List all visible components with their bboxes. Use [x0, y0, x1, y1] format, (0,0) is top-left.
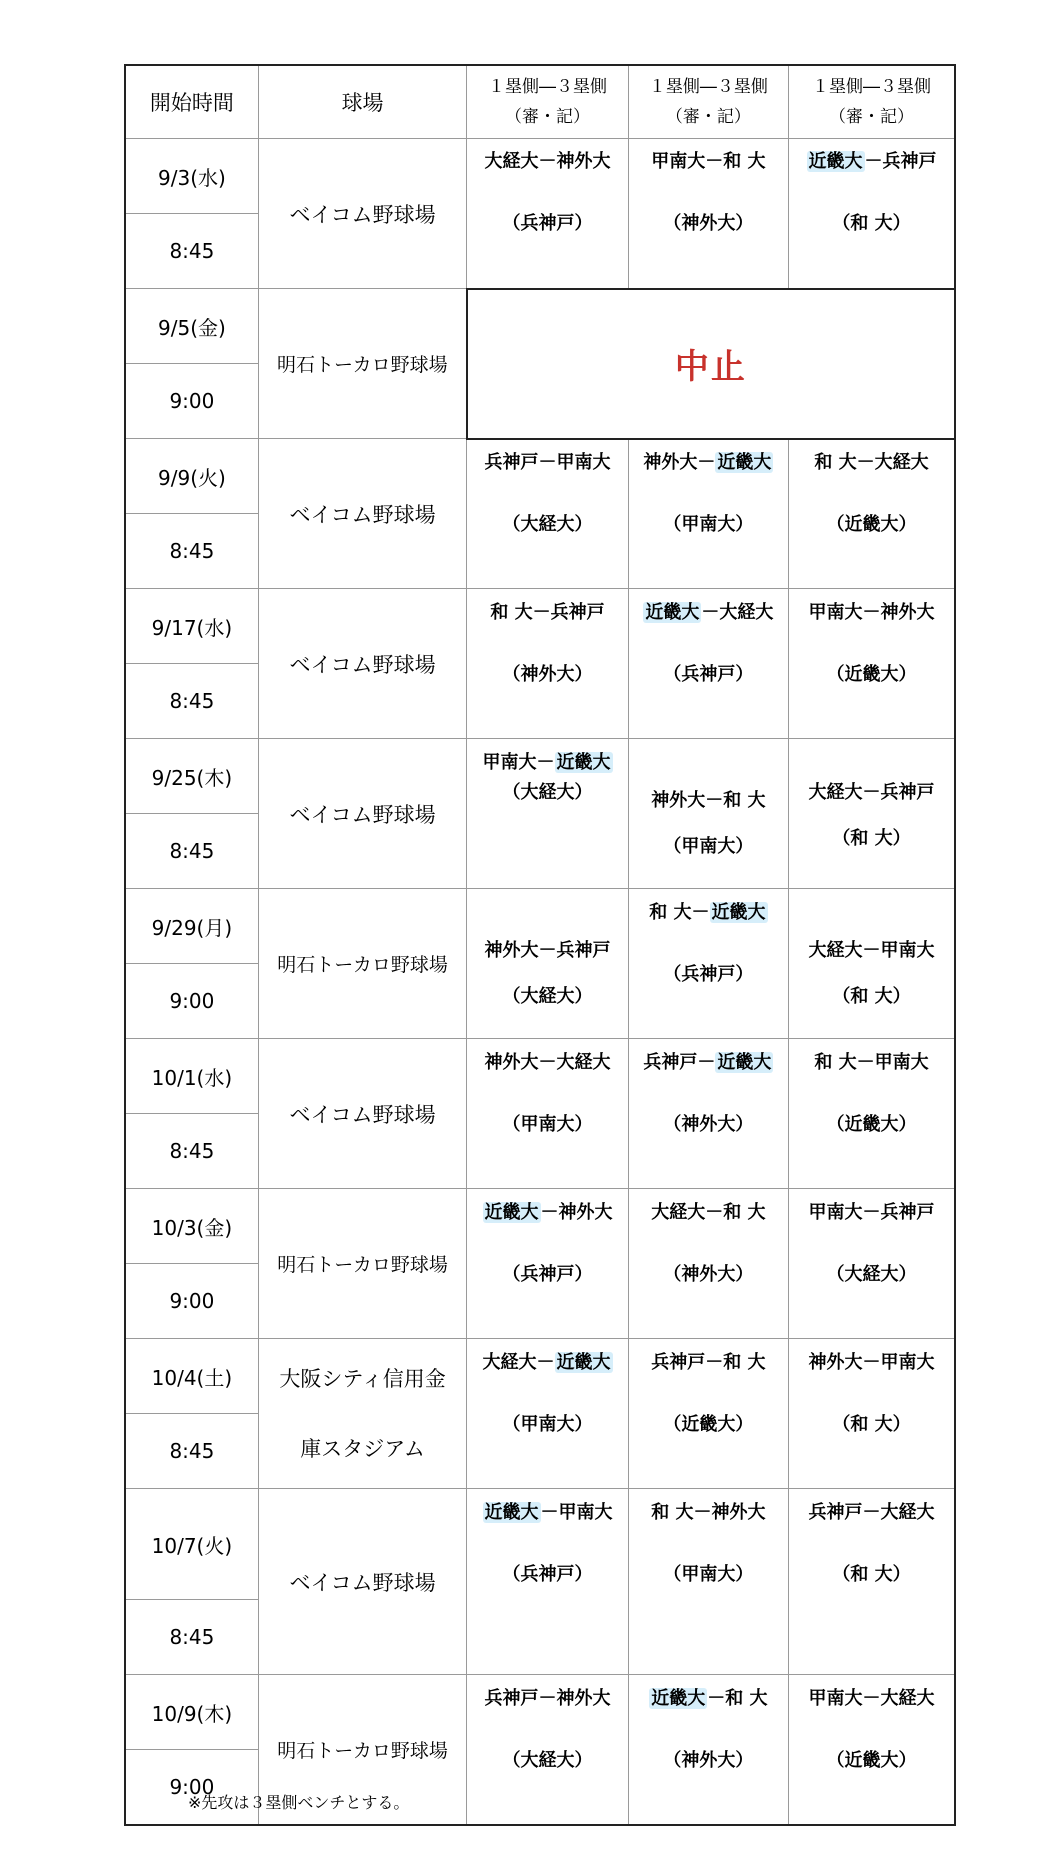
venue-line: 庫スタジアム	[300, 1436, 425, 1461]
venue-cell: ベイコム野球場	[258, 439, 467, 589]
game-cell	[789, 1489, 955, 1675]
matchup: 大経大－和 大	[651, 1201, 766, 1223]
highlighted-team: 近畿大	[711, 901, 766, 923]
matchup: 和 大－甲南大	[814, 1051, 929, 1073]
umpire-team: （近畿大）	[826, 1113, 917, 1135]
matchup-text: 大経大－	[482, 1351, 555, 1373]
game-cell	[628, 439, 788, 589]
matchup: 大経大－神外大	[484, 151, 611, 173]
header-game-2: １塁側―３塁側 （審・記）	[628, 65, 788, 139]
umpire-team: （兵神戸）	[663, 663, 754, 685]
date-cell: 10/7(火)	[125, 1489, 258, 1600]
umpire-team: （近畿大）	[663, 1413, 754, 1435]
matchup: 甲南大－大経大	[808, 1687, 935, 1709]
matchup: 神外大－甲南大	[808, 1351, 935, 1373]
highlighted-team: 近畿大	[808, 151, 863, 173]
matchup-text: －大経大	[701, 601, 774, 623]
schedule-table	[124, 64, 956, 1826]
highlighted-team: 近畿大	[645, 601, 700, 623]
header-game-1: １塁側―３塁側 （審・記）	[467, 65, 628, 139]
matchup: 兵神戸－和 大	[651, 1351, 766, 1373]
schedule-row	[125, 139, 955, 214]
venue-cell: 明石トーカロ野球場	[258, 1675, 467, 1826]
game-cell	[628, 139, 788, 289]
matchup: 神外大－兵神戸	[484, 939, 611, 961]
header-row	[125, 65, 955, 139]
time-cell: 8:45	[125, 1600, 258, 1675]
highlighted-team: 近畿大	[556, 1351, 611, 1373]
matchup-text: 甲南大－	[482, 751, 555, 773]
highlighted-team: 近畿大	[717, 451, 772, 473]
date-cell: 9/9(火)	[125, 439, 258, 514]
date-cell: 9/29(月)	[125, 889, 258, 964]
matchup: 和 大－大経大	[814, 451, 929, 473]
game-cell	[628, 1039, 788, 1189]
venue-cell: ベイコム野球場	[258, 139, 467, 289]
game-cell	[467, 439, 628, 589]
game-cell	[467, 1189, 628, 1339]
umpire-team: （兵神戸）	[502, 213, 593, 235]
schedule-row	[125, 1339, 955, 1414]
matchup: 兵神戸－神外大	[484, 1687, 611, 1709]
header-game-3: １塁側―３塁側 （審・記）	[789, 65, 955, 139]
game-cell	[789, 1675, 955, 1826]
footnote: ※先攻は３塁側ベンチとする。	[188, 1793, 410, 1812]
date-cell: 10/1(水)	[125, 1039, 258, 1114]
highlighted-team: 近畿大	[717, 1051, 772, 1073]
highlighted-team: 近畿大	[556, 751, 611, 773]
matchup-text: －甲南大	[540, 1501, 613, 1523]
highlighted-team: 近畿大	[484, 1201, 539, 1223]
time-cell: 8:45	[125, 1114, 258, 1189]
schedule-row	[125, 1039, 955, 1114]
game-cell	[628, 889, 788, 1039]
matchup	[467, 1348, 627, 1378]
umpire-team: （大経大）	[502, 985, 593, 1007]
umpire-team: （大経大）	[502, 781, 593, 803]
time-cell: 9:00	[125, 1750, 258, 1826]
umpire-team: （近畿大）	[826, 513, 917, 535]
umpire-team: （甲南大）	[502, 1113, 593, 1135]
umpire-team: （神外大）	[663, 1113, 754, 1135]
venue-cell	[258, 1339, 467, 1489]
venue-line: 大阪シティ信用金	[279, 1366, 446, 1391]
matchup-text: －和 大	[707, 1687, 768, 1709]
cancelled-label: 中止	[674, 347, 747, 387]
umpire-team: （和 大）	[832, 1563, 911, 1585]
umpire-team: （和 大）	[832, 985, 911, 1007]
game-cell	[789, 139, 955, 289]
date-cell: 9/17(水)	[125, 589, 258, 664]
umpire-team: （兵神戸）	[502, 1563, 593, 1585]
date-cell: 9/25(木)	[125, 739, 258, 814]
schedule-body	[125, 139, 955, 1826]
umpire-team: （甲南大）	[663, 513, 754, 535]
date-cell: 9/5(金)	[125, 289, 258, 364]
matchup-text: －神外大	[540, 1201, 613, 1223]
umpire-team: （神外大）	[663, 213, 754, 235]
date-cell: 9/3(水)	[125, 139, 258, 214]
game-cell	[628, 1189, 788, 1339]
umpire-team: （兵神戸）	[502, 1263, 593, 1285]
matchup: 甲南大－神外大	[808, 601, 935, 623]
umpire-team: （神外大）	[502, 663, 593, 685]
umpire-team: （大経大）	[502, 513, 593, 535]
game-cell	[789, 1339, 955, 1489]
matchup	[629, 1684, 788, 1714]
venue-cell: ベイコム野球場	[258, 589, 467, 739]
schedule-row	[125, 589, 955, 664]
game-cell	[789, 889, 955, 1039]
umpire-team: （和 大）	[832, 213, 911, 235]
game-cell	[789, 1039, 955, 1189]
game-cell	[789, 1189, 955, 1339]
umpire-team: （近畿大）	[826, 663, 917, 685]
matchup: 大経大－兵神戸	[808, 781, 935, 803]
matchup: 神外大－和 大	[651, 789, 766, 811]
game-cell	[628, 1489, 788, 1675]
date-cell: 10/4(土)	[125, 1339, 258, 1414]
umpire-team: （大経大）	[826, 1263, 917, 1285]
game-cell	[467, 1339, 628, 1489]
game-cell	[628, 1339, 788, 1489]
venue-cell: 明石トーカロ野球場	[258, 889, 467, 1039]
game-cell	[467, 1489, 628, 1675]
matchup: 和 大－兵神戸	[490, 601, 605, 623]
matchup: 甲南大－和 大	[651, 151, 766, 173]
game-cell	[789, 439, 955, 589]
matchup-text: 和 大－	[649, 901, 710, 923]
time-cell: 8:45	[125, 1414, 258, 1489]
matchup	[467, 1198, 627, 1228]
venue-cell: ベイコム野球場	[258, 739, 467, 889]
matchup	[467, 748, 627, 778]
schedule-row	[125, 889, 955, 964]
time-cell: 8:45	[125, 514, 258, 589]
game-cell	[628, 1675, 788, 1826]
time-cell: 8:45	[125, 214, 258, 289]
game-cell	[467, 589, 628, 739]
umpire-team: （和 大）	[832, 827, 911, 849]
matchup: 神外大－大経大	[484, 1051, 611, 1073]
game-cell	[467, 889, 628, 1039]
matchup	[629, 598, 788, 628]
matchup	[629, 448, 788, 478]
highlighted-team: 近畿大	[484, 1501, 539, 1523]
game-cell	[789, 589, 955, 739]
venue-cell: ベイコム野球場	[258, 1039, 467, 1189]
schedule-row	[125, 739, 955, 814]
date-cell: 10/3(金)	[125, 1189, 258, 1264]
game-cell	[789, 739, 955, 889]
matchup	[467, 1498, 627, 1528]
date-cell: 10/9(木)	[125, 1675, 258, 1750]
umpire-team: （神外大）	[663, 1263, 754, 1285]
matchup	[629, 898, 788, 928]
schedule-row	[125, 289, 955, 364]
time-cell: 8:45	[125, 814, 258, 889]
venue-cell: 明石トーカロ野球場	[258, 289, 467, 439]
matchup: 甲南大－兵神戸	[808, 1201, 935, 1223]
game-cell	[467, 139, 628, 289]
umpire-team: （甲南大）	[502, 1413, 593, 1435]
schedule-row	[125, 439, 955, 514]
umpire-team: （神外大）	[663, 1749, 754, 1771]
matchup	[629, 1048, 788, 1078]
schedule-row	[125, 1675, 955, 1750]
umpire-team: （兵神戸）	[663, 963, 754, 985]
game-cell	[628, 589, 788, 739]
game-cell	[628, 739, 788, 889]
umpire-team: （甲南大）	[663, 1563, 754, 1585]
matchup: 和 大－神外大	[651, 1501, 766, 1523]
cancelled-cell	[467, 289, 955, 439]
time-cell: 9:00	[125, 364, 258, 439]
header-venue: 球場	[258, 65, 467, 139]
matchup-text: 兵神戸－	[643, 1051, 716, 1073]
schedule-row	[125, 1189, 955, 1264]
umpire-team: （和 大）	[832, 1413, 911, 1435]
header-time: 開始時間	[125, 65, 258, 139]
matchup: 兵神戸－大経大	[808, 1501, 935, 1523]
game-cell	[467, 1039, 628, 1189]
highlighted-team: 近畿大	[651, 1687, 706, 1709]
time-cell: 8:45	[125, 664, 258, 739]
schedule-row	[125, 1489, 955, 1600]
time-cell: 9:00	[125, 1264, 258, 1339]
matchup: 兵神戸－甲南大	[484, 451, 611, 473]
time-cell: 9:00	[125, 964, 258, 1039]
matchup-text: －兵神戸	[864, 151, 937, 173]
matchup-text: 神外大－	[643, 451, 716, 473]
umpire-team: （甲南大）	[663, 835, 754, 857]
matchup: 大経大－甲南大	[808, 939, 935, 961]
umpire-team: （大経大）	[502, 1749, 593, 1771]
umpire-team: （近畿大）	[826, 1749, 917, 1771]
game-cell	[467, 1675, 628, 1826]
matchup	[789, 147, 954, 177]
venue-cell: 明石トーカロ野球場	[258, 1189, 467, 1339]
game-cell	[467, 739, 628, 889]
venue-cell: ベイコム野球場	[258, 1489, 467, 1675]
